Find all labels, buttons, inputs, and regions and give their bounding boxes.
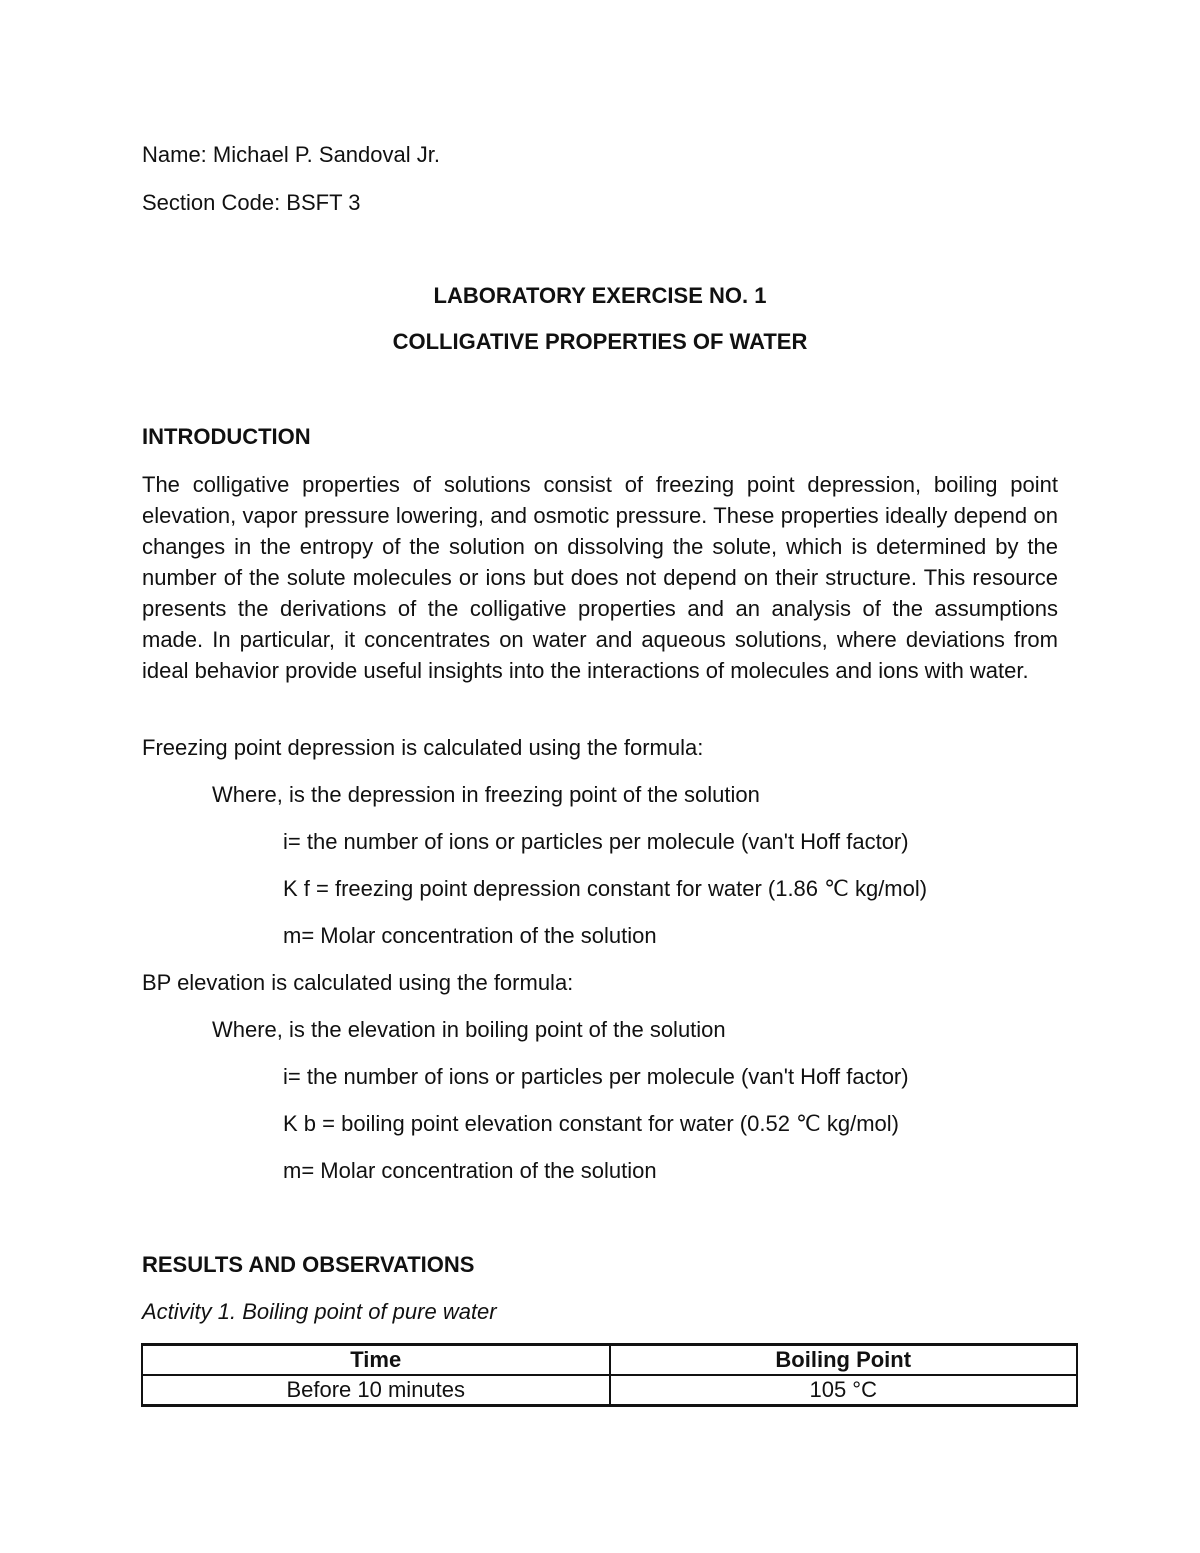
exercise-title: LABORATORY EXERCISE NO. 1 <box>433 283 767 308</box>
freezing-m-definition: m= Molar concentration of the solution <box>283 923 657 948</box>
boiling-where: Where, is the elevation in boiling point of the solution <box>212 1017 726 1042</box>
table-header-boiling-point: Boiling Point <box>610 1345 1078 1376</box>
table-row <box>142 1375 1077 1406</box>
boiling-k-definition: K b = boiling point elevation constant for water (0.52 ℃ kg/mol) <box>283 1111 899 1136</box>
freezing-where: Where, is the depression in freezing point of the solution <box>212 782 760 807</box>
introduction-heading: INTRODUCTION <box>142 424 311 449</box>
freezing-intro: Freezing point depression is calculated using the formula: <box>142 735 704 760</box>
introduction-paragraph: The colligative properties of solutions consist of freezing point depression, boiling point elevation, vapor pressure lowering, and osmotic pressure. These properties ideally depend on changes in the entropy of the solution on dissolving the solute, which is determined by the number of the solute molecules or ions but does not depend on their structure. This resource presents the derivations of the colligative properties and an analysis of the assumptions made. In particular, it concentrates on water and aqueous solutions, where deviations from ideal behavior provide useful insights into the interactions of molecules and ions with water. <box>142 472 1058 683</box>
table-cell-boiling-point: 105 °C <box>610 1375 1078 1406</box>
student-name: Name: Michael P. Sandoval Jr. <box>142 142 440 167</box>
table-cell-time: Before 10 minutes <box>142 1375 610 1406</box>
table-header-row <box>142 1345 1077 1376</box>
boiling-i-definition: i= the number of ions or particles per molecule (van't Hoff factor) <box>283 1064 909 1089</box>
freezing-i-definition: i= the number of ions or particles per molecule (van't Hoff factor) <box>283 829 909 854</box>
results-heading: RESULTS AND OBSERVATIONS <box>142 1252 475 1277</box>
boiling-intro: BP elevation is calculated using the formula: <box>142 970 574 995</box>
section-code: Section Code: BSFT 3 <box>142 190 361 215</box>
boiling-point-table <box>141 1343 1078 1407</box>
freezing-k-definition: K f = freezing point depression constant for water (1.86 ℃ kg/mol) <box>283 876 928 901</box>
activity-title: Activity 1. Boiling point of pure water <box>142 1299 497 1324</box>
table-header-time: Time <box>142 1345 610 1376</box>
exercise-subtitle: COLLIGATIVE PROPERTIES OF WATER <box>392 329 808 354</box>
boiling-m-definition: m= Molar concentration of the solution <box>283 1158 657 1183</box>
